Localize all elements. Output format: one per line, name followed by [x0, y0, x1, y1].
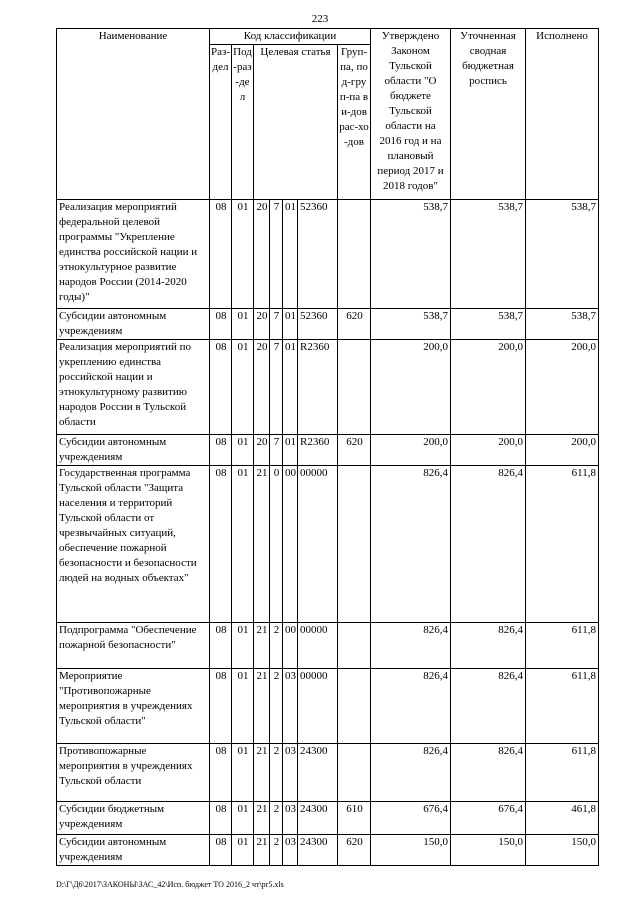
row-article-subprogram: 7: [270, 435, 283, 466]
row-article-event: 03: [283, 744, 298, 802]
row-expense-group: [338, 340, 371, 435]
row-approved: 826,4: [371, 466, 451, 623]
row-approved: 826,4: [371, 744, 451, 802]
row-article-direction: 52360: [298, 200, 338, 309]
header-executed: Исполнено: [526, 29, 599, 200]
row-refined: 826,4: [451, 466, 526, 623]
row-approved: 150,0: [371, 835, 451, 866]
row-section: 08: [210, 802, 232, 835]
row-approved: 826,4: [371, 669, 451, 744]
row-article-direction: 00000: [298, 669, 338, 744]
row-name: Мероприятие "Противопожарные мероприятия в учреждениях Тульской области": [57, 669, 210, 744]
row-refined: 538,7: [451, 309, 526, 340]
row-article-event: 00: [283, 623, 298, 669]
row-name: Государственная программа Тульской области "Защита населения и территорий Тульской области от чрезвычайных ситуаций, обеспечение пожарной безопасности и безопасности людей на водных объектах": [57, 466, 210, 623]
row-executed: 538,7: [526, 309, 599, 340]
table-row: [57, 669, 599, 744]
row-name: Реализация мероприятий по укреплению единства российской нации и этнокультурному развитию народов России в Тульской области: [57, 340, 210, 435]
row-article-subprogram: 2: [270, 835, 283, 866]
header-refined: Уточненная сводная бюджетная роспись: [451, 29, 526, 200]
row-subsection: 01: [232, 340, 254, 435]
row-article-program: 21: [254, 835, 270, 866]
header-subsection: Под-раз-дел: [232, 45, 254, 200]
table-row: [57, 340, 599, 435]
row-article-subprogram: 2: [270, 669, 283, 744]
row-article-direction: 00000: [298, 466, 338, 623]
table-row: [57, 744, 599, 802]
row-name: Субсидии автономным учреждениям: [57, 435, 210, 466]
row-section: 08: [210, 466, 232, 623]
row-refined: 676,4: [451, 802, 526, 835]
row-executed: 461,8: [526, 802, 599, 835]
row-article-program: 21: [254, 744, 270, 802]
row-name: Субсидии автономным учреждениям: [57, 309, 210, 340]
row-subsection: 01: [232, 309, 254, 340]
row-executed: 200,0: [526, 435, 599, 466]
row-executed: 611,8: [526, 669, 599, 744]
row-name: Субсидии бюджетным учреждениям: [57, 802, 210, 835]
table-row: [57, 835, 599, 866]
row-expense-group: [338, 623, 371, 669]
row-expense-group: 620: [338, 309, 371, 340]
row-section: 08: [210, 435, 232, 466]
row-article-event: 01: [283, 435, 298, 466]
row-subsection: 01: [232, 466, 254, 623]
row-refined: 200,0: [451, 435, 526, 466]
row-article-subprogram: 7: [270, 200, 283, 309]
table-row: [57, 466, 599, 623]
row-article-direction: 24300: [298, 802, 338, 835]
row-executed: 611,8: [526, 466, 599, 623]
row-subsection: 01: [232, 435, 254, 466]
row-subsection: 01: [232, 669, 254, 744]
row-article-program: 21: [254, 802, 270, 835]
row-name: Подпрограмма "Обеспечение пожарной безопасности": [57, 623, 210, 669]
row-article-program: 21: [254, 466, 270, 623]
row-refined: 826,4: [451, 744, 526, 802]
row-article-event: 00: [283, 466, 298, 623]
row-executed: 611,8: [526, 623, 599, 669]
page-number: 223: [311, 13, 329, 25]
row-article-event: 01: [283, 340, 298, 435]
row-article-event: 03: [283, 835, 298, 866]
row-article-direction: 24300: [298, 744, 338, 802]
row-article-event: 01: [283, 200, 298, 309]
header-section: Раз-дел: [210, 45, 232, 200]
table-row: [57, 200, 599, 309]
row-approved: 538,7: [371, 309, 451, 340]
row-article-event: 03: [283, 802, 298, 835]
row-expense-group: [338, 200, 371, 309]
row-section: 08: [210, 669, 232, 744]
row-article-direction: 24300: [298, 835, 338, 866]
row-executed: 538,7: [526, 200, 599, 309]
row-executed: 150,0: [526, 835, 599, 866]
row-expense-group: [338, 466, 371, 623]
row-article-program: 20: [254, 435, 270, 466]
row-approved: 538,7: [371, 200, 451, 309]
row-approved: 200,0: [371, 435, 451, 466]
table-row: [57, 802, 599, 835]
row-article-program: 20: [254, 200, 270, 309]
row-article-direction: 00000: [298, 623, 338, 669]
row-approved: 676,4: [371, 802, 451, 835]
row-refined: 200,0: [451, 340, 526, 435]
row-refined: 826,4: [451, 669, 526, 744]
budget-table: [56, 28, 599, 866]
row-article-event: 01: [283, 309, 298, 340]
row-article-program: 21: [254, 623, 270, 669]
row-section: 08: [210, 835, 232, 866]
row-subsection: 01: [232, 623, 254, 669]
table-row: [57, 623, 599, 669]
row-subsection: 01: [232, 744, 254, 802]
row-article-direction: R2360: [298, 435, 338, 466]
row-refined: 538,7: [451, 200, 526, 309]
row-executed: 611,8: [526, 744, 599, 802]
row-expense-group: [338, 744, 371, 802]
row-subsection: 01: [232, 802, 254, 835]
table-row: [57, 309, 599, 340]
row-article-subprogram: 7: [270, 340, 283, 435]
row-article-subprogram: 2: [270, 623, 283, 669]
header-expense-group: Груп-па, под-груп-па ви-дов рас-хо-дов: [338, 45, 371, 200]
row-article-event: 03: [283, 669, 298, 744]
row-expense-group: 620: [338, 835, 371, 866]
row-subsection: 01: [232, 835, 254, 866]
row-article-subprogram: 2: [270, 744, 283, 802]
row-section: 08: [210, 309, 232, 340]
row-article-program: 20: [254, 340, 270, 435]
row-article-subprogram: 7: [270, 309, 283, 340]
row-section: 08: [210, 200, 232, 309]
row-section: 08: [210, 340, 232, 435]
row-approved: 826,4: [371, 623, 451, 669]
row-approved: 200,0: [371, 340, 451, 435]
row-expense-group: [338, 669, 371, 744]
row-article-direction: 52360: [298, 309, 338, 340]
header-classification: Код классификации: [210, 29, 371, 45]
header-target-article: Целевая статья: [254, 45, 338, 200]
header-approved: Утверждено Законом Тульской области "О бюджете Тульской области на 2016 год и на плановый период 2017 и 2018 годов": [371, 29, 451, 200]
row-expense-group: 610: [338, 802, 371, 835]
header-name: Наименование: [57, 29, 210, 200]
row-section: 08: [210, 744, 232, 802]
row-article-subprogram: 2: [270, 802, 283, 835]
row-name: Противопожарные мероприятия в учреждениях Тульской области: [57, 744, 210, 802]
header-row-1: [57, 29, 599, 45]
row-article-direction: R2360: [298, 340, 338, 435]
row-subsection: 01: [232, 200, 254, 309]
row-refined: 826,4: [451, 623, 526, 669]
row-article-program: 20: [254, 309, 270, 340]
row-article-program: 21: [254, 669, 270, 744]
table-row: [57, 435, 599, 466]
row-refined: 150,0: [451, 835, 526, 866]
row-article-subprogram: 0: [270, 466, 283, 623]
row-section: 08: [210, 623, 232, 669]
row-name: Субсидии автономным учреждениям: [57, 835, 210, 866]
file-path-footer: D:\Г\Д6\2017\ЗАКОНЫ\ЗАС_42\Исп. бюджет ТО 2016_2 чт\pr5.xls: [56, 880, 284, 889]
row-executed: 200,0: [526, 340, 599, 435]
row-name: Реализация мероприятий федеральной целевой программы "Укрепление единства российской нации и этнокультурное развитие народов России (2014-2020 годы)": [57, 200, 210, 309]
row-expense-group: 620: [338, 435, 371, 466]
